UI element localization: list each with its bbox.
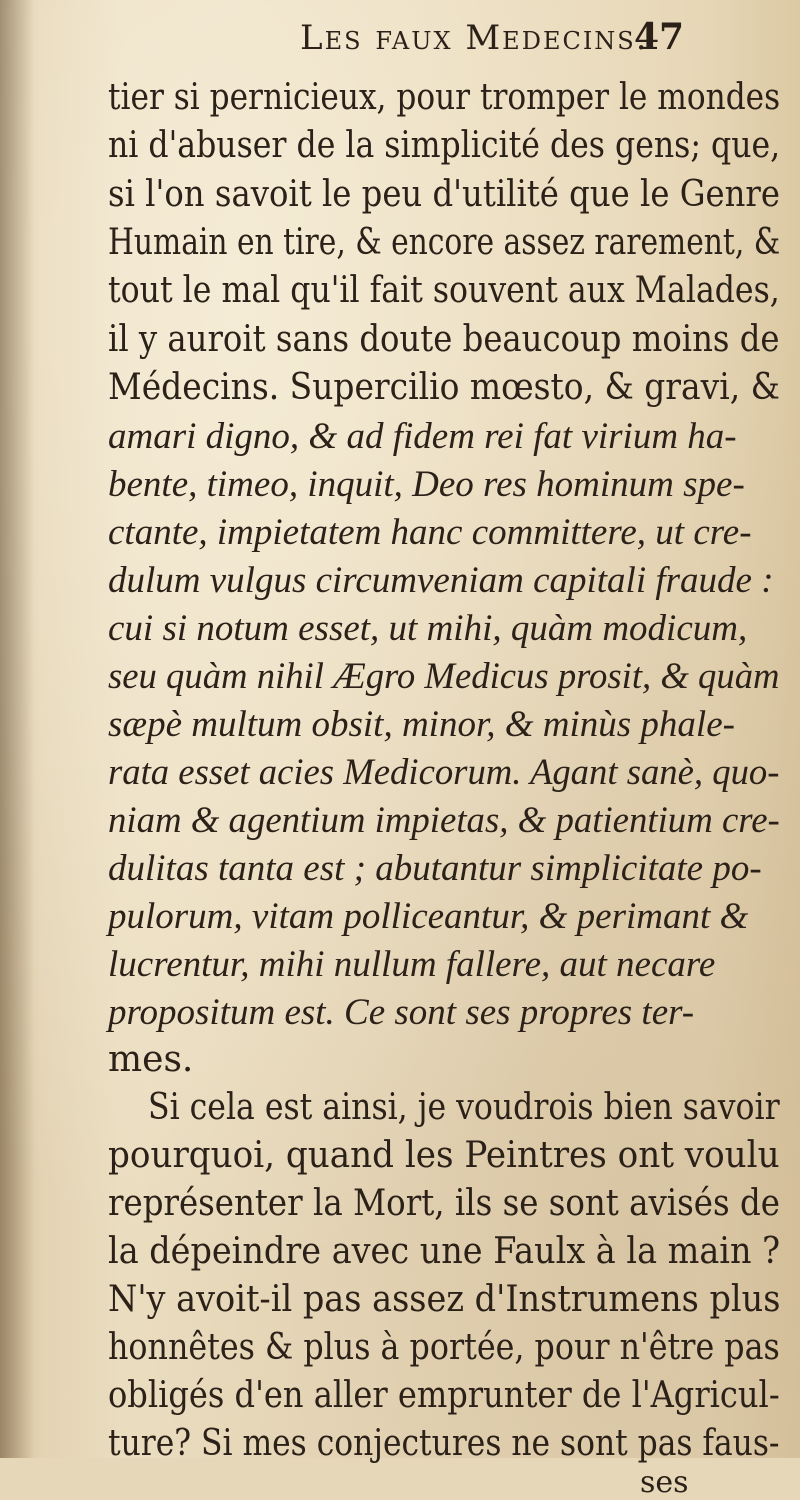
text-line: ctante, impietatem hanc committere, ut cre- xyxy=(108,512,752,553)
text-line: ture? Si mes conjectures ne sont pas faus- xyxy=(108,1423,780,1464)
text-line: amari digno, & ad fidem rei fat virium ha- xyxy=(108,416,737,457)
catchword: ses xyxy=(640,1465,689,1500)
text-line: cui si notum esset, ut mihi, quàm modicum, xyxy=(108,608,748,649)
text-line: tout le mal qu'il fait souvent aux Malades, xyxy=(108,270,780,311)
page-number: 47 xyxy=(634,16,685,58)
text-line: ni d'abuser de la simplicité des gens; que, xyxy=(108,125,781,166)
text-line: propositum est. Ce sont ses propres ter- xyxy=(108,992,695,1033)
text-line: mes. xyxy=(108,1039,194,1080)
text-line: dulitas tanta est ; abutantur simplicitate po- xyxy=(108,848,762,889)
gutter-shadow xyxy=(0,0,34,1458)
text-line: pulorum, vitam polliceantur, & perimant & xyxy=(108,896,749,937)
text-line: pourquoi, quand les Peintres ont voulu xyxy=(108,1135,780,1176)
text-line: la dépeindre avec une Faulx à la main ? xyxy=(108,1231,781,1272)
text-line: tier si pernicieux, pour tromper le mondes xyxy=(108,77,781,118)
text-line: Si cela est ainsi, je voudrois bien savoir xyxy=(148,1087,780,1128)
text-line: honnêtes & plus à portée, pour n'être pas xyxy=(108,1327,780,1368)
text-line: si l'on savoit le peu d'utilité que le Genre xyxy=(108,174,780,215)
text-line: sæpè multum obsit, minor, & minùs phale- xyxy=(108,704,735,745)
running-head xyxy=(0,8,800,68)
text-line: dulum vulgus circumveniam capitali fraude : xyxy=(108,560,774,601)
text-line: N'y avoit-il pas assez d'Instrumens plus xyxy=(108,1279,781,1320)
text-line: Humain en tire, & encore assez rarement, & xyxy=(108,222,781,263)
text-line: Médecins. Supercilio mœsto, & gravi, & xyxy=(108,367,780,408)
text-line: lucrentur, mihi nullum fallere, aut necare xyxy=(108,944,716,985)
text-line: rata esset acies Medicorum. Agant sanè, quo- xyxy=(108,752,780,793)
text-line: niam & agentium impietas, & patientium cre- xyxy=(108,800,780,841)
text-line: représenter la Mort, ils se sont avisés de xyxy=(108,1183,780,1224)
text-line: bente, timeo, inquit, Deo res hominum spe- xyxy=(108,464,745,505)
running-title: Les faux Medecins. xyxy=(300,18,649,58)
text-line: obligés d'en aller emprunter de l'Agricul- xyxy=(108,1375,780,1416)
text-line: il y auroit sans doute beaucoup moins de xyxy=(108,319,780,360)
text-line: seu quàm nihil Ægro Medicus prosit, & quàm xyxy=(108,656,780,697)
